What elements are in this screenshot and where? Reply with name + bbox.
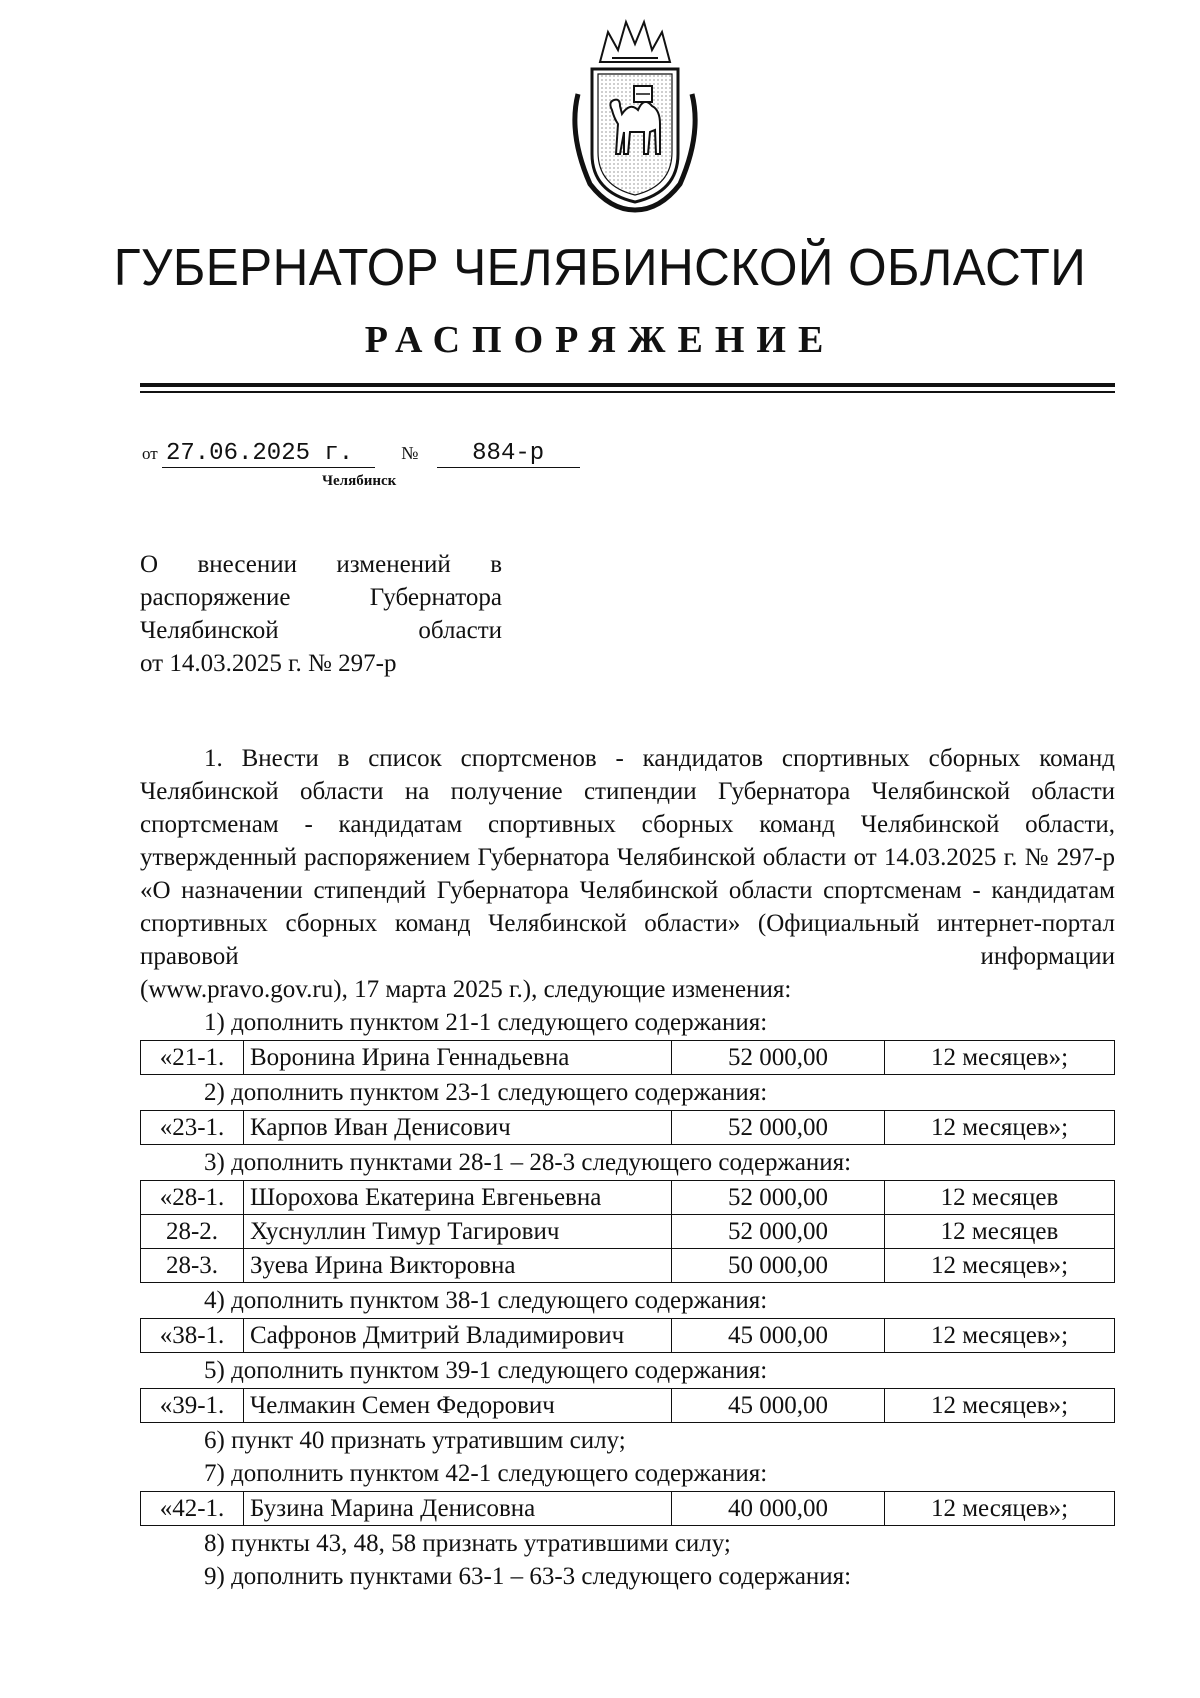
header-rule-thick [140, 383, 1115, 387]
stipend-period: 12 месяцев»; [885, 1249, 1115, 1283]
stipend-period: 12 месяцев [885, 1181, 1115, 1215]
amendment-table [140, 1318, 1115, 1353]
table-row [141, 1249, 1115, 1283]
stipend-amount: 52 000,00 [672, 1111, 885, 1145]
organization-title: ГУБЕРНАТОР ЧЕЛЯБИНСКОЙ ОБЛАСТИ [113, 239, 1087, 297]
list-item: 8) пункты 43, 48, 58 признать утратившими силу; [204, 1530, 731, 1557]
list-item: 5) дополнить пунктом 39-1 следующего содержания: [204, 1357, 768, 1384]
city: Челябинск [322, 473, 397, 489]
list-item: 6) пункт 40 признать утратившим силу; [204, 1427, 626, 1454]
table-row [141, 1319, 1115, 1353]
table-row [141, 1492, 1115, 1526]
row-number: «39-1. [141, 1389, 244, 1423]
subject-line: распоряжение Губернатора [140, 584, 502, 611]
athlete-name: Зуева Ирина Викторовна [244, 1249, 672, 1283]
document-date: 27.06.2025 г. [162, 440, 375, 468]
subject-line: Челябинской области [140, 617, 502, 644]
row-number: 28-3. [141, 1249, 244, 1283]
row-number: «42-1. [141, 1492, 244, 1526]
stipend-period: 12 месяцев»; [885, 1111, 1115, 1145]
stipend-period: 12 месяцев»; [885, 1389, 1115, 1423]
table-row [141, 1389, 1115, 1423]
table-row [141, 1215, 1115, 1249]
row-number: «21-1. [141, 1041, 244, 1075]
date-prefix: от [142, 444, 158, 463]
stipend-amount: 45 000,00 [672, 1389, 885, 1423]
document-body [140, 742, 1115, 1593]
header-rule-thin [140, 391, 1115, 393]
table-row [141, 1111, 1115, 1145]
list-item: 3) дополнить пунктами 28-1 – 28-3 следующего содержания: [204, 1149, 852, 1176]
subject-line: О внесении изменений в [140, 551, 502, 578]
amendment-table [140, 1040, 1115, 1075]
row-number: «23-1. [141, 1111, 244, 1145]
stipend-period: 12 месяцев»; [885, 1319, 1115, 1353]
athlete-name: Воронина Ирина Геннадьевна [244, 1041, 672, 1075]
stipend-amount: 45 000,00 [672, 1319, 885, 1353]
list-item: 4) дополнить пунктом 38-1 следующего содержания: [204, 1287, 768, 1314]
amendment-table [140, 1388, 1115, 1423]
amendment-table [140, 1491, 1115, 1526]
stipend-amount: 52 000,00 [672, 1215, 885, 1249]
date-number-line [142, 440, 580, 468]
athlete-name: Карпов Иван Денисович [244, 1111, 672, 1145]
document-subject [140, 548, 502, 680]
athlete-name: Хуснуллин Тимур Тагирович [244, 1215, 672, 1249]
list-item: 1) дополнить пунктом 21-1 следующего содержания: [204, 1009, 768, 1036]
list-item: 9) дополнить пунктами 63-1 – 63-3 следующего содержания: [204, 1563, 852, 1590]
list-item: 7) дополнить пунктом 42-1 следующего содержания: [204, 1460, 768, 1487]
athlete-name: Сафронов Дмитрий Владимирович [244, 1319, 672, 1353]
paragraph-1: 1. Внести в список спортсменов - кандидатов спортивных сборных команд Челябинской области на получение стипендии Губернатора Челябинской области спортсменам - кандидатам спортивных сборных команд Челябинской области, утвержденный распоряжением Губернатора Челябинской области от 14.03.2025 г. № 297-р «О назначении стипендий Губернатора Челябинской области спортсменам - кандидатам спортивных сборных команд Челябинской области» (Официальный интернет-портал правовой информации [140, 745, 1115, 970]
paragraph-1-end: (www.pravo.gov.ru), 17 марта 2025 г.), следующие изменения: [140, 976, 792, 1003]
athlete-name: Шорохова Екатерина Евгеньевна [244, 1181, 672, 1215]
stipend-amount: 50 000,00 [672, 1249, 885, 1283]
coat-of-arms-emblem [560, 14, 710, 214]
row-number: 28-2. [141, 1215, 244, 1249]
stipend-amount: 40 000,00 [672, 1492, 885, 1526]
stipend-amount: 52 000,00 [672, 1181, 885, 1215]
amendment-table [140, 1180, 1115, 1283]
subject-line: от 14.03.2025 г. № 297-р [140, 650, 397, 677]
stipend-amount: 52 000,00 [672, 1041, 885, 1075]
document-number: 884-р [437, 440, 580, 468]
table-row [141, 1041, 1115, 1075]
number-sign: № [401, 443, 419, 463]
list-item: 2) дополнить пунктом 23-1 следующего содержания: [204, 1079, 768, 1106]
table-row [141, 1181, 1115, 1215]
row-number: «38-1. [141, 1319, 244, 1353]
stipend-period: 12 месяцев»; [885, 1492, 1115, 1526]
document-type: РАСПОРЯЖЕНИЕ [364, 319, 836, 361]
row-number: «28-1. [141, 1181, 244, 1215]
amendment-table [140, 1110, 1115, 1145]
athlete-name: Челмакин Семен Федорович [244, 1389, 672, 1423]
athlete-name: Бузина Марина Денисовна [244, 1492, 672, 1526]
stipend-period: 12 месяцев»; [885, 1041, 1115, 1075]
stipend-period: 12 месяцев [885, 1215, 1115, 1249]
